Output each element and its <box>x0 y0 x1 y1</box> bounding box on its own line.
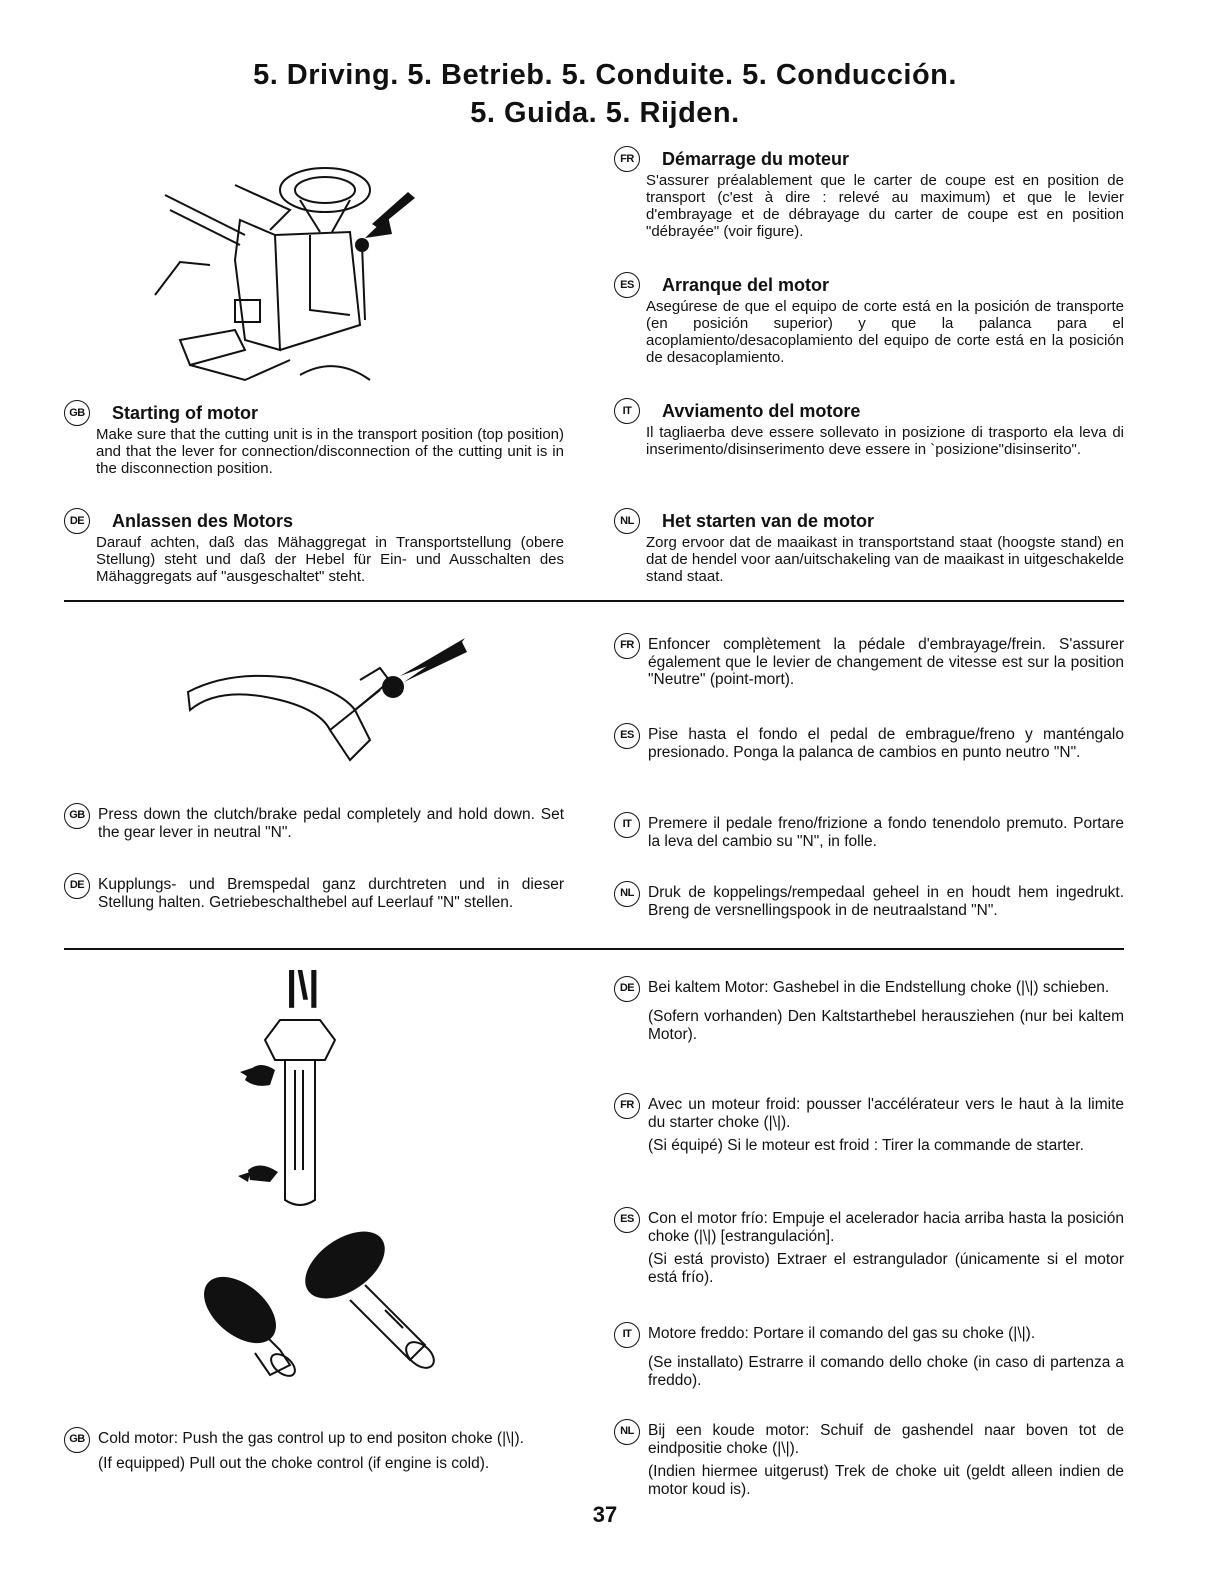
throttle-lever-illustration <box>230 1010 350 1220</box>
lang-badge-nl: NL <box>614 508 640 534</box>
nl-text-choke: Bij een koude motor: Schuif de gashendel naar boven tot de eindpositie choke (|\|). <box>648 1422 1124 1457</box>
clutch-pedal-illustration <box>180 630 480 780</box>
lang-badge-it-3: IT <box>614 1322 640 1348</box>
gb-heading-starting: Starting of motor <box>112 403 258 423</box>
nl-text-starting: Zorg ervoor dat de maaikast in transportstand staat (hoogste stand) en dat de hendel voor aan/uitschakeling van de maaikast in uitgeschakelde stand staat. <box>646 534 1124 585</box>
it-text-pedal: Premere il pedale freno/frizione a fondo tenendolo premuto. Portare la leva del cambio su "N", in folle. <box>648 815 1124 850</box>
es-text-choke: Con el motor frío: Empuje el acelerador hacia arriba hasta la posición choke (|\|) [estrangulación]. <box>648 1210 1124 1245</box>
nl-heading-starting: Het starten van de motor <box>662 511 875 531</box>
gb-text-starting: Make sure that the cutting unit is in the transport position (top position) and that the lever for connection/disconnection of the cutting unit is in the disconnection position. <box>96 426 564 477</box>
page-title: 5. Driving. 5. Betrieb. 5. Conduite. 5. Conducción. <box>253 59 957 91</box>
de-text-starting: Darauf achten, daß das Mähaggregat in Transportstellung (obere Stellung) steht und daß der Hebel für Ein- und Ausschalten des Mähaggregats auf "ausgeschaltet" steht. <box>96 534 564 585</box>
it-text-starting: Il tagliaerba deve essere sollevato in posizione di trasporto ela leva di inserimento/disinserimento deve essere in `posizione"disinserito". <box>646 424 1124 458</box>
lang-badge-es: ES <box>614 272 640 298</box>
es-text-starting: Asegúrese de que el equipo de corte está en la posición de transporte (en posición superior) y que la palanca para el acoplamiento/desacoplamiento del equipo de corte está en la posición de desacoplamiento. <box>646 298 1124 366</box>
es-text-pedal: Pise hasta el fondo el pedal de embrague/freno y manténgalo presionado. Ponga la palanca de cambios en punto neutro "N". <box>648 726 1124 761</box>
es-text-choke-equipped: (Si está provisto) Extraer el estrangulador (únicamente si el motor está frío). <box>648 1251 1124 1286</box>
nl-text-pedal: Druk de koppelings/rempedaal geheel in en houdt hem ingedrukt. Breng de versnellingspook in de neutraalstand "N". <box>648 884 1124 919</box>
de-text-pedal: Kupplungs- und Bremspedal ganz durchtreten und in dieser Stellung halten. Getriebeschalthebel auf Leerlauf "N" stellen. <box>98 876 564 911</box>
fr-text-pedal: Enfoncer complètement la pédale d'embrayage/frein. S'assurer également que le levier de changement de vitesse est sur la position "Neutre" (point-mort). <box>648 636 1124 688</box>
lang-badge-fr: FR <box>614 146 640 172</box>
choke-symbol: |\| <box>286 964 320 1008</box>
es-heading-starting: Arranque del motor <box>662 275 830 295</box>
section-divider-2 <box>64 948 1124 950</box>
gb-text-pedal: Press down the clutch/brake pedal completely and hold down. Set the gear lever in neutral "N". <box>98 806 564 841</box>
it-heading-starting: Avviamento del motore <box>662 401 861 421</box>
lang-badge-fr-3: FR <box>614 1093 640 1119</box>
page-number: 37 <box>592 1502 618 1527</box>
it-text-choke: Motore freddo: Portare il comando del gas su choke (|\|). <box>648 1325 1036 1342</box>
choke-knobs-illustration <box>185 1225 465 1400</box>
lang-badge-gb-2: GB <box>64 803 90 829</box>
lang-badge-gb: GB <box>64 400 90 426</box>
lang-badge-de-2: DE <box>64 873 90 899</box>
lang-badge-gb-3: GB <box>64 1427 90 1453</box>
section-divider-1 <box>64 600 1124 602</box>
lang-badge-it: IT <box>614 398 640 424</box>
nl-text-choke-equipped: (Indien hiermee uitgerust) Trek de choke uit (geldt alleen indien de motor koud is). <box>648 1463 1124 1498</box>
fr-heading-starting: Démarrage du moteur <box>662 149 850 169</box>
fr-text-starting: S'assurer préalablement que le carter de coupe est en position de transport (c'est à dire : relevé au maximum) et que le levier d'embrayage et de débrayage du carter de coupe est en position "débrayée" (voir figure). <box>646 172 1124 240</box>
fr-text-choke: Avec un moteur froid: pousser l'accélérateur vers le haut à la limite du starter choke (|\|). <box>648 1096 1124 1131</box>
gb-text-choke: Cold motor: Push the gas control up to end positon choke (|\|). <box>98 1430 524 1447</box>
lang-badge-it-2: IT <box>614 812 640 838</box>
de-heading-starting: Anlassen des Motors <box>112 511 294 531</box>
lang-badge-de: DE <box>64 508 90 534</box>
page-title-line2: 5. Guida. 5. Rijden. <box>470 97 740 129</box>
lang-badge-nl-2: NL <box>614 881 640 907</box>
lang-badge-nl-3: NL <box>614 1419 640 1445</box>
lang-badge-es-3: ES <box>614 1207 640 1233</box>
lang-badge-fr-2: FR <box>614 633 640 659</box>
steering-wheel-illustration <box>150 150 420 390</box>
it-text-choke-equipped: (Se installato) Estrarre il comando dello choke (in caso di partenza a freddo). <box>648 1354 1124 1389</box>
gb-text-choke-equipped: (If equipped) Pull out the choke control (if engine is cold). <box>98 1455 490 1472</box>
lang-badge-de-3: DE <box>614 976 640 1002</box>
fr-text-choke-equipped: (Si équipé) Si le moteur est froid : Tirer la commande de starter. <box>648 1137 1084 1154</box>
lang-badge-es-2: ES <box>614 723 640 749</box>
de-text-choke-equipped: (Sofern vorhanden) Den Kaltstarthebel herausziehen (nur bei kaltem Motor). <box>648 1008 1124 1043</box>
de-text-choke: Bei kaltem Motor: Gashebel in die Endstellung choke (|\|) schieben. <box>648 979 1110 996</box>
